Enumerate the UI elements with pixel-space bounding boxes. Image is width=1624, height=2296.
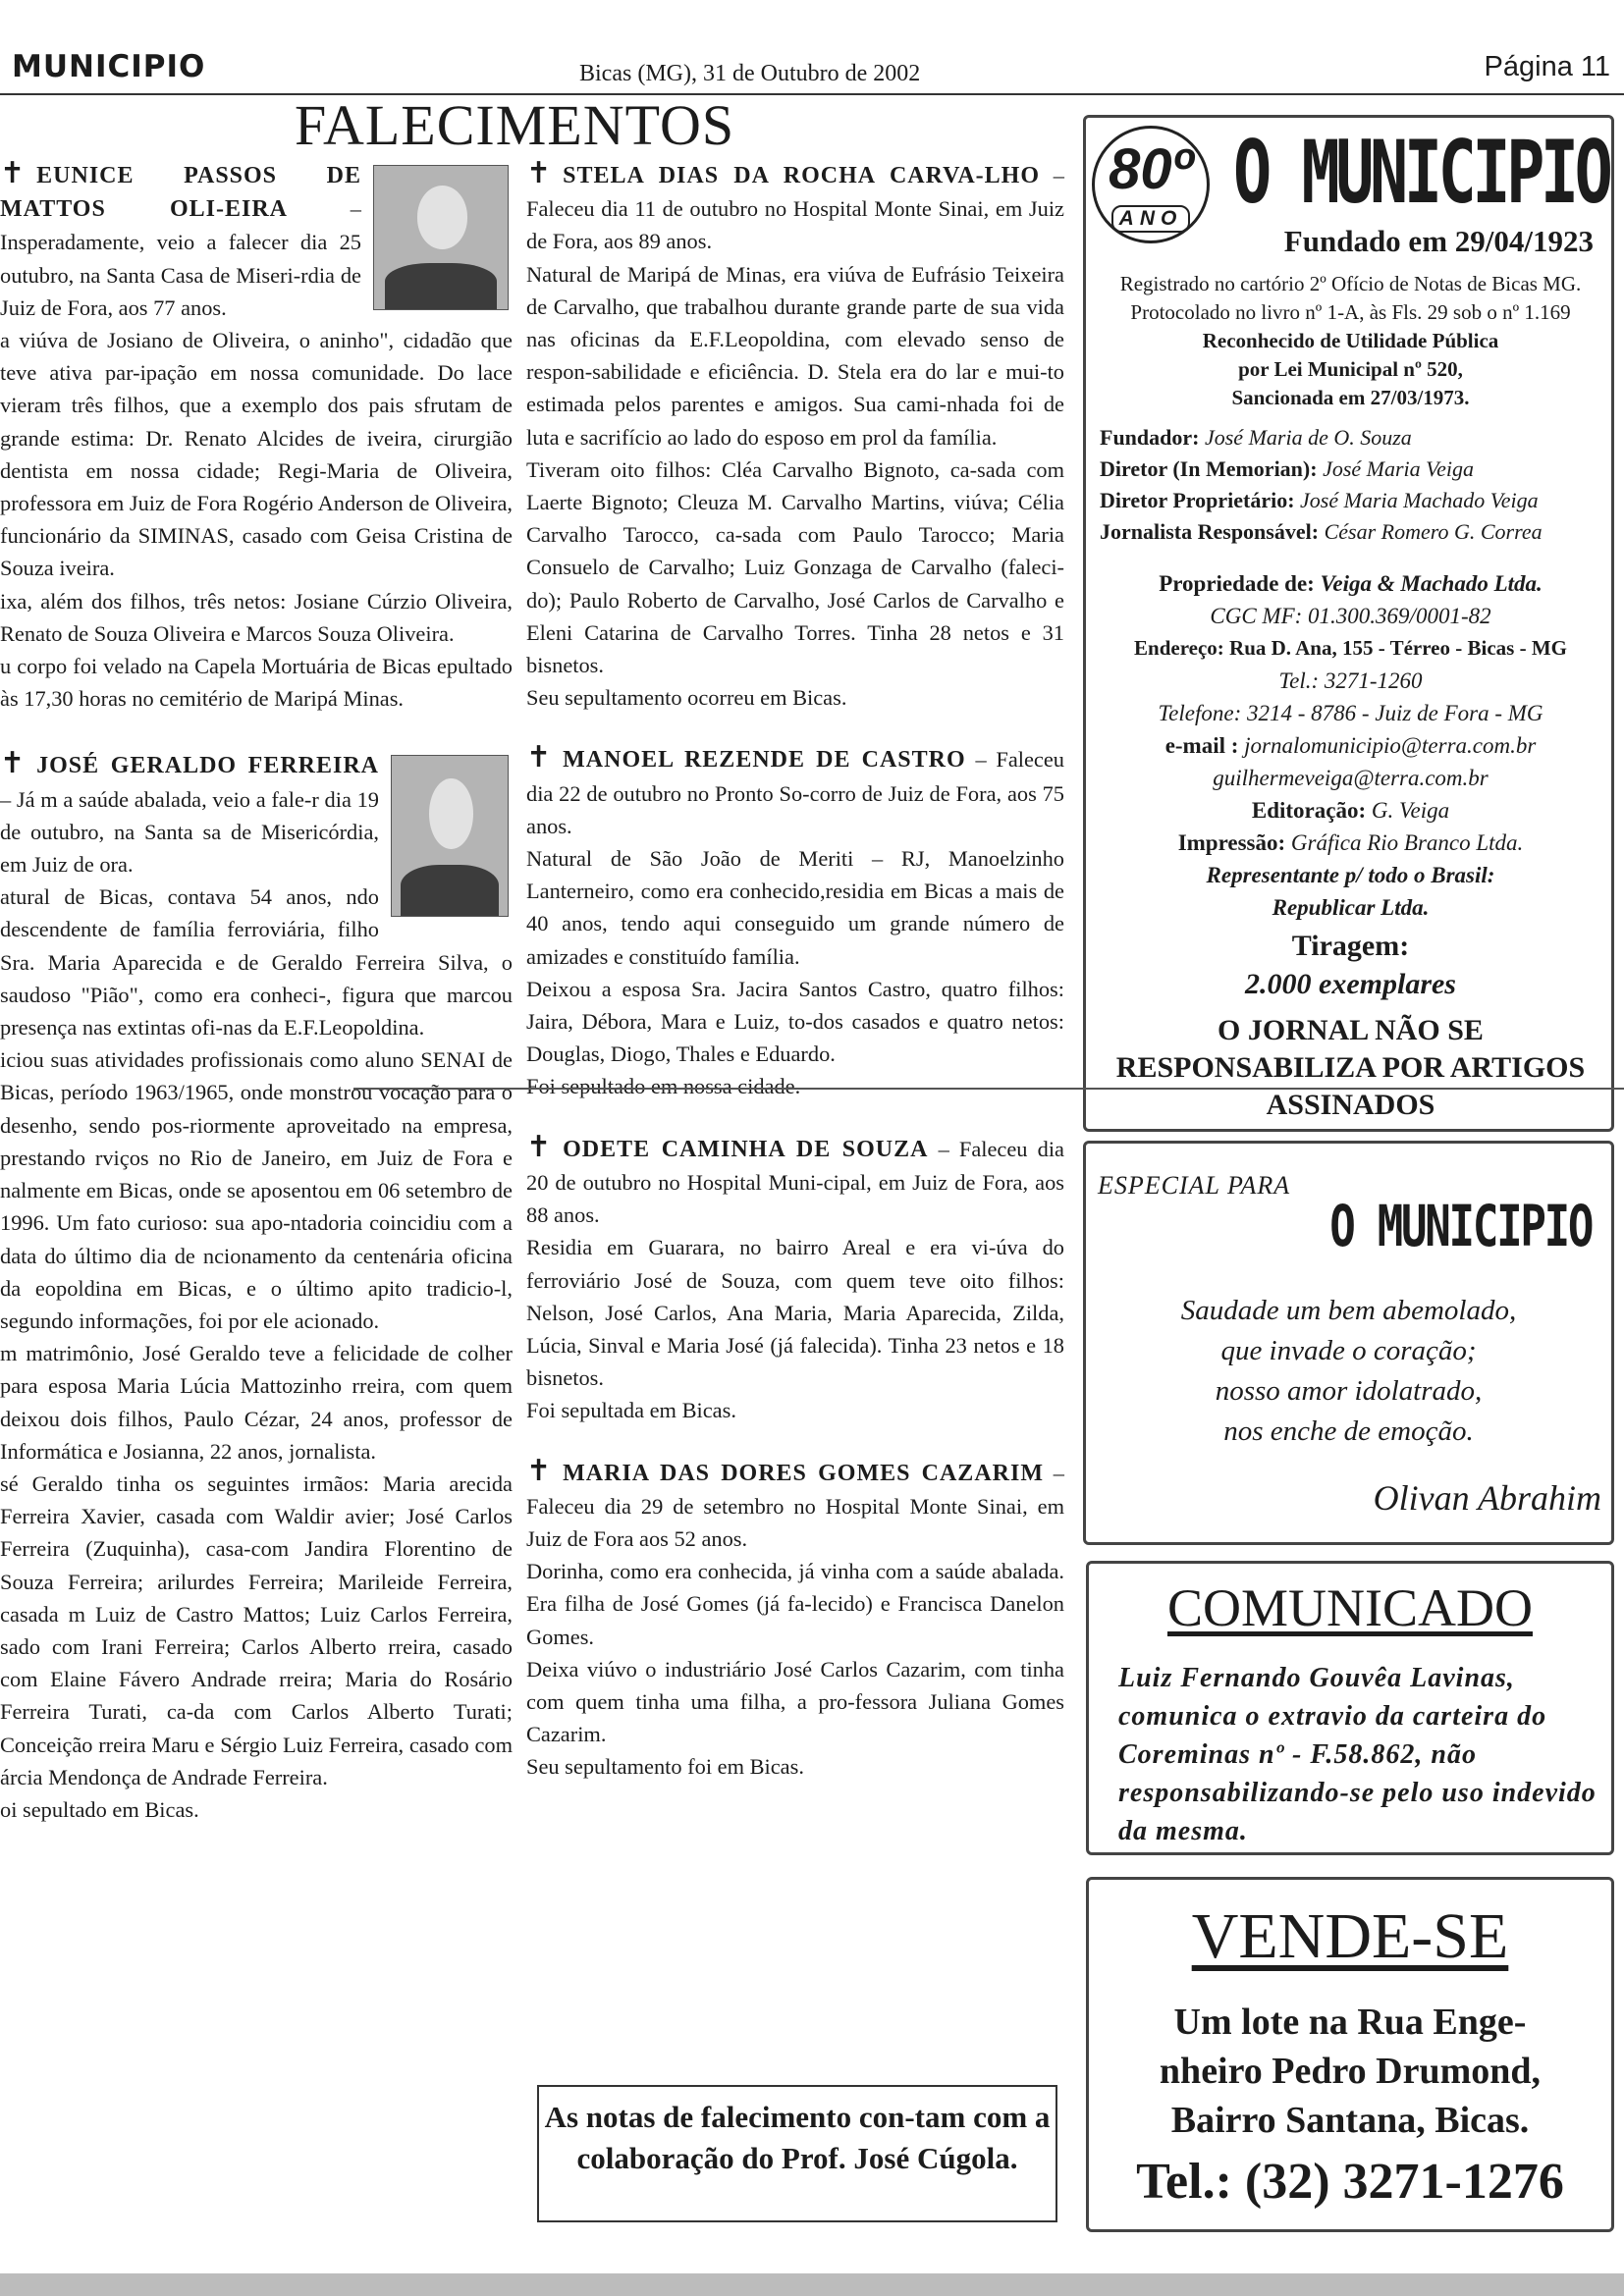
email-value: jornalomunicipio@terra.com.br (1244, 733, 1537, 758)
notice-title: COMUNICADO (1166, 1578, 1533, 1637)
obituary-jose-geraldo (0, 747, 513, 1826)
portrait-photo (373, 165, 509, 310)
for-sale-text (1089, 1998, 1611, 2145)
obituary-stela (526, 157, 1064, 714)
cross-icon: ✝ (526, 740, 552, 775)
column-middle (526, 157, 1064, 1811)
notice-text: Luiz Fernando Gouvêa Lavinas, comunica o extravio da carteira do Coreminas nº - F.58.862, não responsabilizando-se pelo uso indevido da mesma. (1118, 1663, 1597, 1846)
obituary-name: EUNICE PASSOS DE MATTOS OLI-EIRA (0, 163, 361, 223)
poem-line: Saudade um bem abemolado, (1180, 1295, 1517, 1326)
obituary-text: Foi sepultado em nossa cidade. (526, 1074, 801, 1099)
obituary-text: – Já m a saúde abalada, veio a fale-r dia 19 de outubro, na Santa sa de Misericórdia, em Juiz de ora. (0, 786, 379, 878)
representative-line: Republicar Ltda. (1272, 895, 1430, 920)
obituary-text: – Faleceu dia 20 de outubro no Hospital Muni-cipal, em Juiz de Fora, aos 88 anos. (526, 1136, 1064, 1228)
poem-text (1086, 1291, 1611, 1452)
cross-icon: ✝ (526, 1453, 552, 1488)
portrait-photo (391, 755, 509, 917)
disclaimer: O JORNAL NÃO SE RESPONSABILIZA POR ARTIGOS ASSINADOS (1115, 1014, 1586, 1121)
obituary-text: oi sepultado em Bicas. (0, 1796, 199, 1822)
obituary-text: Deixa viúvo o industriário José Carlos Cazarim, com tinha com quem tinha uma filha, a pro-fessora Juliana Gomes Cazarim. (526, 1656, 1064, 1747)
utility-line: Reconhecido de Utilidade Pública (1202, 329, 1499, 352)
masthead-details (1092, 270, 1609, 1124)
scan-edge (0, 2273, 1624, 2296)
email-label: e-mail : (1164, 733, 1239, 758)
staff-row (1092, 422, 1609, 454)
founded-date: Fundado em 29/04/1923 (1283, 224, 1594, 258)
obituary-text: a viúva de Josiano de Oliveira, o aninho", cidadão que teve ativa par-ipação em nossa comunidade. Do lace vieram três filhos, que a exemplo dos pais sfrutam de grande estima: Dr. Renato Alcides de iveira, cirurgião dentista em nossa cidade; Regi-Maria de Oliveira, professora em Juiz de Fora Rogério Anderson de Oliveira, funcionário da SIMINAS, casado com Geisa Cristina de Souza iveira. (0, 328, 513, 581)
obituary-text: sé Geraldo tinha os seguintes irmãos: Maria arecida Ferreira Xavier, casada com Waldir avier; José Carlos Ferreira (Zuquinha), casa-com Jandira Florentino de Souza Ferreira; arilurdes Ferreira; Marileide Ferreira, casada m Luiz de Castro Mattos; Luiz Carlos Ferreira, sado com Irani Ferreira; Carlos Alberto rreira, casado com Elaine Fávero Andrade rreira; Maria do Rosário Ferreira Turati, ca-da com Carlos Alberto Turati; Conceição rreira Maru e Sérgio Luiz Ferreira, casado com árcia Mendonça de Andrade Ferreira. (0, 1470, 513, 1789)
anniversary-badge (1092, 126, 1210, 243)
poem-line: nos enche de emoção. (1223, 1415, 1474, 1447)
registration-line: Registrado no cartório 2º Ofício de Notas de Bicas MG. (1119, 272, 1582, 295)
special-logo: O MUNICIPIO (1329, 1193, 1592, 1259)
page-title: FALECIMENTOS (295, 93, 735, 157)
obituary-name: STELA DIAS DA ROCHA CARVA-LHO (563, 163, 1041, 188)
obituary-text: m matrimônio, José Geraldo teve a felicidade de colher para esposa Maria Lúcia Mattozinho rreira, com quem deixou dois filhos, Paulo Cézar, 24 anos, professor de Informática e Josianna, 22 anos, jornalista. (0, 1341, 513, 1464)
obituary-text: Seu sepultamento ocorreu em Bicas. (526, 685, 847, 711)
obituary-text: – Faleceu dia 22 de outubro no Pronto So-corro de Juiz de Fora, aos 75 anos. (526, 747, 1065, 838)
address-line: Endereço: Rua D. Ana, 155 - Térreo - Bicas - MG (1134, 636, 1567, 660)
column-left (0, 157, 513, 1858)
obituary-text: Seu sepultamento foi em Bicas. (526, 1754, 804, 1780)
for-sale-line: Um lote na Rua Enge- (1173, 2002, 1527, 2043)
editor-line (1092, 794, 1609, 827)
obituary-text: – Faleceu dia 29 de setembro no Hospital Monte Sinai, em Juiz de Fora aos 52 anos. (526, 1460, 1064, 1551)
circulation-label: Tiragem: (1291, 930, 1410, 962)
poem-line: nosso amor idolatrado, (1215, 1375, 1483, 1407)
cross-icon: ✝ (526, 1129, 552, 1164)
staff-value: César Romero G. Correa (1324, 519, 1543, 544)
obituary-text: Dorinha, como era conhecida, já vinha com a saúde abalada. Era filha de José Gomes (já fa-lecido) e Francisca Danelon Gomes. (526, 1559, 1064, 1649)
notice-box (1086, 1561, 1614, 1855)
staff-value: José Maria Veiga (1323, 456, 1475, 481)
cross-icon: ✝ (526, 156, 552, 190)
utility-line: Sancionada em 27/03/1973. (1231, 386, 1470, 409)
registration-line: Protocolado no livro nº 1-A, às Fls. 29 sob o nº 1.169 (1130, 300, 1571, 324)
for-sale-line: nheiro Pedro Drumond, (1159, 2051, 1542, 2092)
cross-icon: ✝ (0, 156, 26, 190)
for-sale-box (1086, 1877, 1614, 2232)
for-sale-title: VENDE-SE (1191, 1900, 1509, 1972)
representative-line: Representante p/ todo o Brasil: (1206, 863, 1495, 887)
obituary-name: JOSÉ GERALDO FERREIRA (36, 753, 379, 779)
poem-author: Olivan Abrahim (1373, 1478, 1601, 1518)
credit-box: As notas de falecimento con-tam com a colaboração do Prof. José Cúgola. (537, 2085, 1057, 2222)
special-label: ESPECIAL PARA (1098, 1171, 1291, 1200)
for-sale-phone: Tel.: (32) 3271-1276 (1136, 2154, 1564, 2210)
for-sale-line: Bairro Santana, Bicas. (1170, 2100, 1530, 2141)
obituary-text: – Faleceu dia 11 de outubro no Hospital Monte Sinai, em Juiz de Fora, aos 89 anos. (526, 163, 1064, 254)
masthead-box (1083, 115, 1614, 1132)
badge-number: 80º (1109, 137, 1193, 201)
obituary-text: Residia em Guarara, no bairro Areal e era vi-úva do ferroviário José de Souza, com quem teve oito filhos: Nelson, José Carlos, Ana Maria, Maria Aparecida, Zilda, Lúcia, Sinval e Maria José (já falecida). Tinha 23 netos e 18 bisnetos. (526, 1235, 1064, 1391)
obituary-text: atural de Bicas, contava 54 anos, ndo descendente de família ferroviária, filho Sra. Maria Aparecida e de Geraldo Ferreira Silva, o saudoso "Pião", como era conheci-, figura que marcou presença nas extintas ofi-nas da E.F.Leopoldina. (0, 884, 513, 1041)
staff-row (1092, 485, 1609, 516)
newspaper-logo: O MUNICIPIO (1233, 122, 1609, 223)
page-number: Página 11 (1484, 51, 1610, 82)
obituary-text: Tiveram oito filhos: Cléa Carvalho Bignoto, ca-sada com Laerte Bignoto; Cleuza M. Carvalho Martins, viúva; Célia Carvalho Tarocco, ca-sada com Paulo Tarocco; Maria Consuelo de Carvalho; Luiz Gonzaga de Carvalho (faleci-do); Paulo Roberto de Carvalho, José Carlos de Carvalho e Eleni Catarina de Carvalho Torres. Tinha 28 netos e 31 bisnetos. (526, 456, 1064, 678)
obituary-maria-das-dores (526, 1455, 1064, 1784)
email-line (1092, 729, 1609, 762)
staff-row (1092, 454, 1609, 485)
obituary-text: iciou suas atividades profissionais como aluno SENAI de Bicas, período 1963/1965, onde monstrou vocação para o desenho, sendo pos-riormente aproveitado na empresa, prestando rviços no Rio de Janeiro, em Juiz de Fora e nalmente em Bicas, onde se aposentou em 06 setembro de 1996. Um fato curioso: sua apo-ntadoria coincidiu com a data do último dia de ncionamento da centenária oficina da eopoldina em Bicas, e o último apito tradicio-l, segundo informações, foi por ele acionado. (0, 1047, 513, 1333)
phone-line: Telefone: 3214 - 8786 - Juiz de Fora - MG (1158, 701, 1543, 725)
obituary-text: – Insperadamente, veio a falecer dia 25 outubro, na Santa Casa de Miseri-rdia de Juiz de Fora, aos 77 anos. (0, 196, 361, 320)
cgc-line: CGC MF: 01.300.369/0001-82 (1210, 604, 1491, 628)
staff-label: Jornalista Responsável: (1100, 519, 1320, 544)
owner-line (1092, 567, 1609, 600)
obituary-text: u corpo foi velado na Capela Mortuária de Bicas epultado às 17,30 horas no cemitério de Maripá Minas. (0, 654, 513, 712)
obituary-odete (526, 1131, 1064, 1427)
fold-line (353, 1088, 1624, 1090)
owner-label: Propriedade de: (1159, 571, 1315, 596)
obituary-name: ODETE CAMINHA DE SOUZA (563, 1136, 929, 1162)
staff-row (1092, 516, 1609, 548)
obituary-text: Natural de São João de Meriti – RJ, Manoelzinho Lanterneiro, como era conhecido,residia em Bicas a mais de 40 anos, tendo aqui conseguido um grande número de amizades e constituído família. (526, 846, 1064, 969)
obituary-eunice (0, 157, 513, 715)
staff-label: Diretor (In Memorian): (1100, 456, 1318, 481)
editor-value: G. Veiga (1371, 798, 1450, 823)
printer-value: Gráfica Rio Branco Ltda. (1290, 830, 1524, 855)
staff-value: José Maria de O. Souza (1204, 425, 1412, 450)
dateline: Bicas (MG), 31 de Outubro de 2002 (579, 61, 921, 86)
staff-label: Fundador: (1100, 425, 1200, 450)
owner-value: Veiga & Machado Ltda. (1320, 571, 1543, 596)
circulation-value: 2.000 exemplares (1245, 968, 1456, 1000)
editor-label: Editoração: (1251, 798, 1367, 823)
obituary-name: MANOEL REZENDE DE CASTRO (563, 747, 966, 774)
printer-line (1092, 827, 1609, 859)
printer-label: Impressão: (1177, 830, 1286, 855)
section-name: MUNICIPIO (12, 49, 206, 84)
header-rule (0, 93, 1624, 95)
staff-label: Diretor Proprietário: (1100, 488, 1295, 512)
cross-icon: ✝ (0, 746, 26, 781)
email-value: guilhermeveiga@terra.com.br (1213, 766, 1489, 790)
obituary-text: ixa, além dos filhos, três netos: Josiane Cúrzio Oliveira, Renato de Souza Oliveira e Marcos Souza Oliveira. (0, 588, 513, 646)
obituary-name: MARIA DAS DORES GOMES CAZARIM (563, 1460, 1044, 1486)
staff-value: José Maria Machado Veiga (1300, 488, 1539, 512)
badge-label: ANO (1111, 205, 1191, 233)
poem-line: que invade o coração; (1220, 1335, 1477, 1366)
phone-line: Tel.: 3271-1260 (1278, 668, 1423, 693)
utility-line: por Lei Municipal nº 520, (1238, 357, 1463, 381)
obituary-text: Foi sepultada em Bicas. (526, 1398, 736, 1423)
obituary-text: Deixou a esposa Sra. Jacira Santos Castro, quatro filhos: Jaira, Débora, Mara e Luiz, to-dos casados e quatro netos: Douglas, Diogo, Thales e Eduardo. (526, 976, 1064, 1067)
obituary-text: Natural de Maripá de Minas, era viúva de Eufrásio Teixeira de Carvalho, que trabalhou durante grande parte de sua vida nas oficinas da E.F.Leopoldina, com elevado senso de respon-sabilidade e eficiência. D. Stela era do lar e mui-to estimada pelos parentes e amigos. Sua cami-nhada foi de luta e sacrifício ao lado do esposo em prol da família. (526, 261, 1064, 450)
poem-box (1083, 1141, 1614, 1545)
obituary-manoel (526, 741, 1064, 1102)
